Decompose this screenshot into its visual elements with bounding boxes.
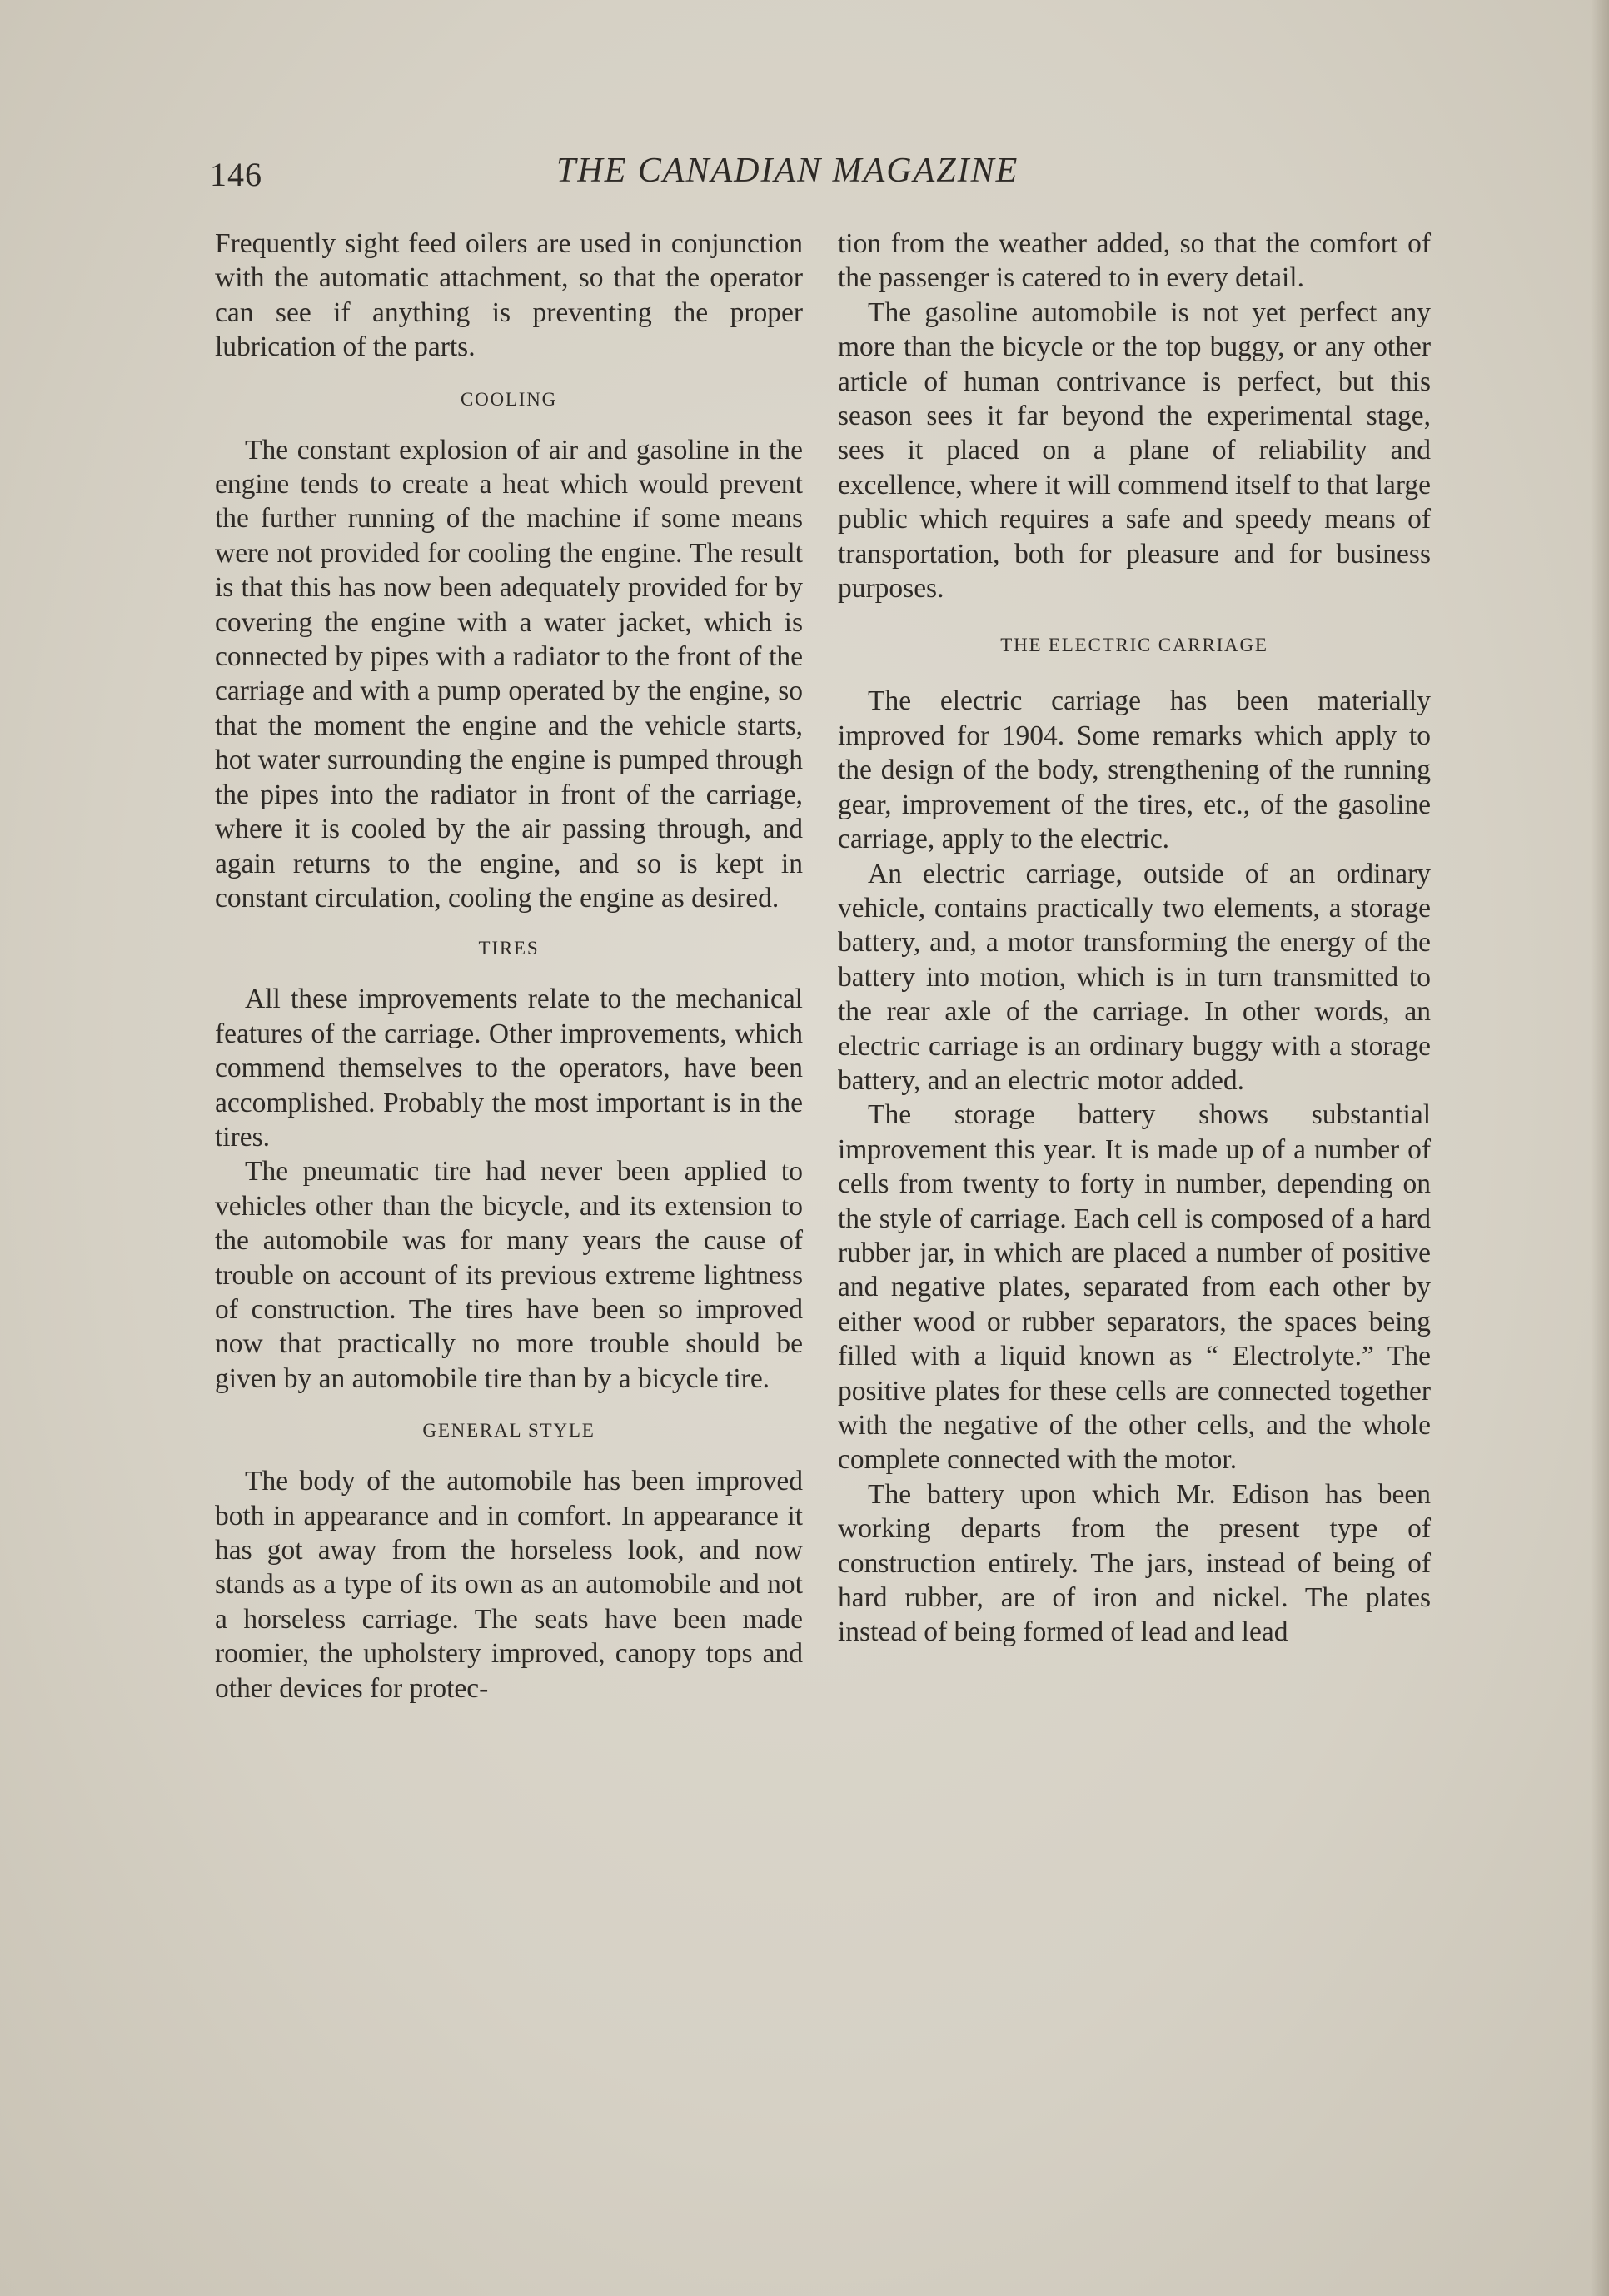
paragraph: tion from the weather added, so that the comfort of the passenger is catered to in every detail. — [838, 228, 1431, 294]
section-heading-electric-carriage: THE ELECTRIC CARRIAGE — [1000, 635, 1268, 656]
paragraph: The pneumatic tire had never been applied to vehicles other than the bicycle, and its extension to the automobile was for many years the cause of trouble on account of its previous extreme lightness of construction. The tires have been so improved now that practically no more trouble should be given by an automobile tire than by a bicycle tire. — [215, 1156, 803, 1394]
section-heading-cooling: COOLING — [460, 388, 558, 410]
paragraph: The constant explosion of air and gasoline in the engine tends to create a heat which would prevent the further running of the machine if some means were not provided for cooling the engine. The result is that this has now been adequately provided for by covering the engine with a water jacket, which is connected by pipes with a radiator to the front of the carriage and with a pump operated by the engine, so that the moment the engine and the vehicle starts, hot water surrounding the engine is pumped through the pipes into the radiator in front of the carriage, where it is cooled by the air passing through, and again returns to the engine, and so is kept in constant circulation, cooling the engine as desired. — [215, 434, 803, 914]
left-column — [215, 227, 803, 1706]
paragraph: The body of the automobile has been improved both in appearance and in comfort. In appearance it has got away from the horseless look, and now stands as a type of its own as an automobile and not a horseless carriage. The seats have been made roomier, the upholstery improved, canopy tops and other devices for protec- — [215, 1466, 803, 1704]
paragraph: The storage battery shows substantial improvement this year. It is made up of a number of cells from twenty to forty in number, depending on the style of carriage. Each cell is composed of a hard rubber jar, in which are placed a number of positive and negative plates, separated from each other by either wood or rubber separators, the spaces being filled with a liquid known as “ Electrolyte.” The positive plates for these cells are connected together with the negative of the other cells, and the whole complete connected with the motor. — [838, 1099, 1431, 1476]
page-edge-shadow — [1591, 0, 1609, 2296]
section-heading-general-style: GENERAL STYLE — [422, 1420, 595, 1442]
section-heading-tires: TIRES — [478, 938, 540, 959]
paragraph: The battery upon which Mr. Edison has been working departs from the present type of construction entirely. The jars, instead of being of hard rubber, are of iron and nickel. The plates instead of being formed of lead and lead — [838, 1478, 1431, 1648]
paragraph: The gasoline automobile is not yet perfect any more than the bicycle or the top buggy, or any other article of human contrivance is perfect, but this season sees it far beyond the experimental stage, sees it placed on a plane of reliability and excellence, where it will commend itself to that large public which requires a safe and speedy means of transportation, both for pleasure and for business purposes. — [838, 296, 1431, 605]
paragraph: Frequently sight feed oilers are used in conjunction with the automatic attachment, so that the operator can see if anything is preventing the proper lubrication of the parts. — [215, 228, 803, 363]
page-number: 146 — [210, 156, 262, 193]
paragraph: All these improvements relate to the mechanical features of the carriage. Other improvements, which commend themselves to the operators, have been accomplished. Probably the most important is in the tires. — [215, 984, 803, 1153]
running-title: THE CANADIAN MAGAZINE — [556, 152, 1019, 190]
right-column — [838, 227, 1431, 1650]
paragraph: The electric carriage has been materially improved for 1904. Some remarks which apply to the design of the body, strengthening of the running gear, improvement of the tires, etc., of the gasoline carriage, apply to the electric. — [838, 685, 1431, 855]
paragraph: An electric carriage, outside of an ordinary vehicle, contains practically two elements, a storage battery, and, a motor transforming the energy of the battery into motion, which is in turn transmitted to the rear axle of the carriage. In other words, an electric carriage is an ordinary buggy with a storage battery, and an electric motor added. — [838, 858, 1431, 1096]
